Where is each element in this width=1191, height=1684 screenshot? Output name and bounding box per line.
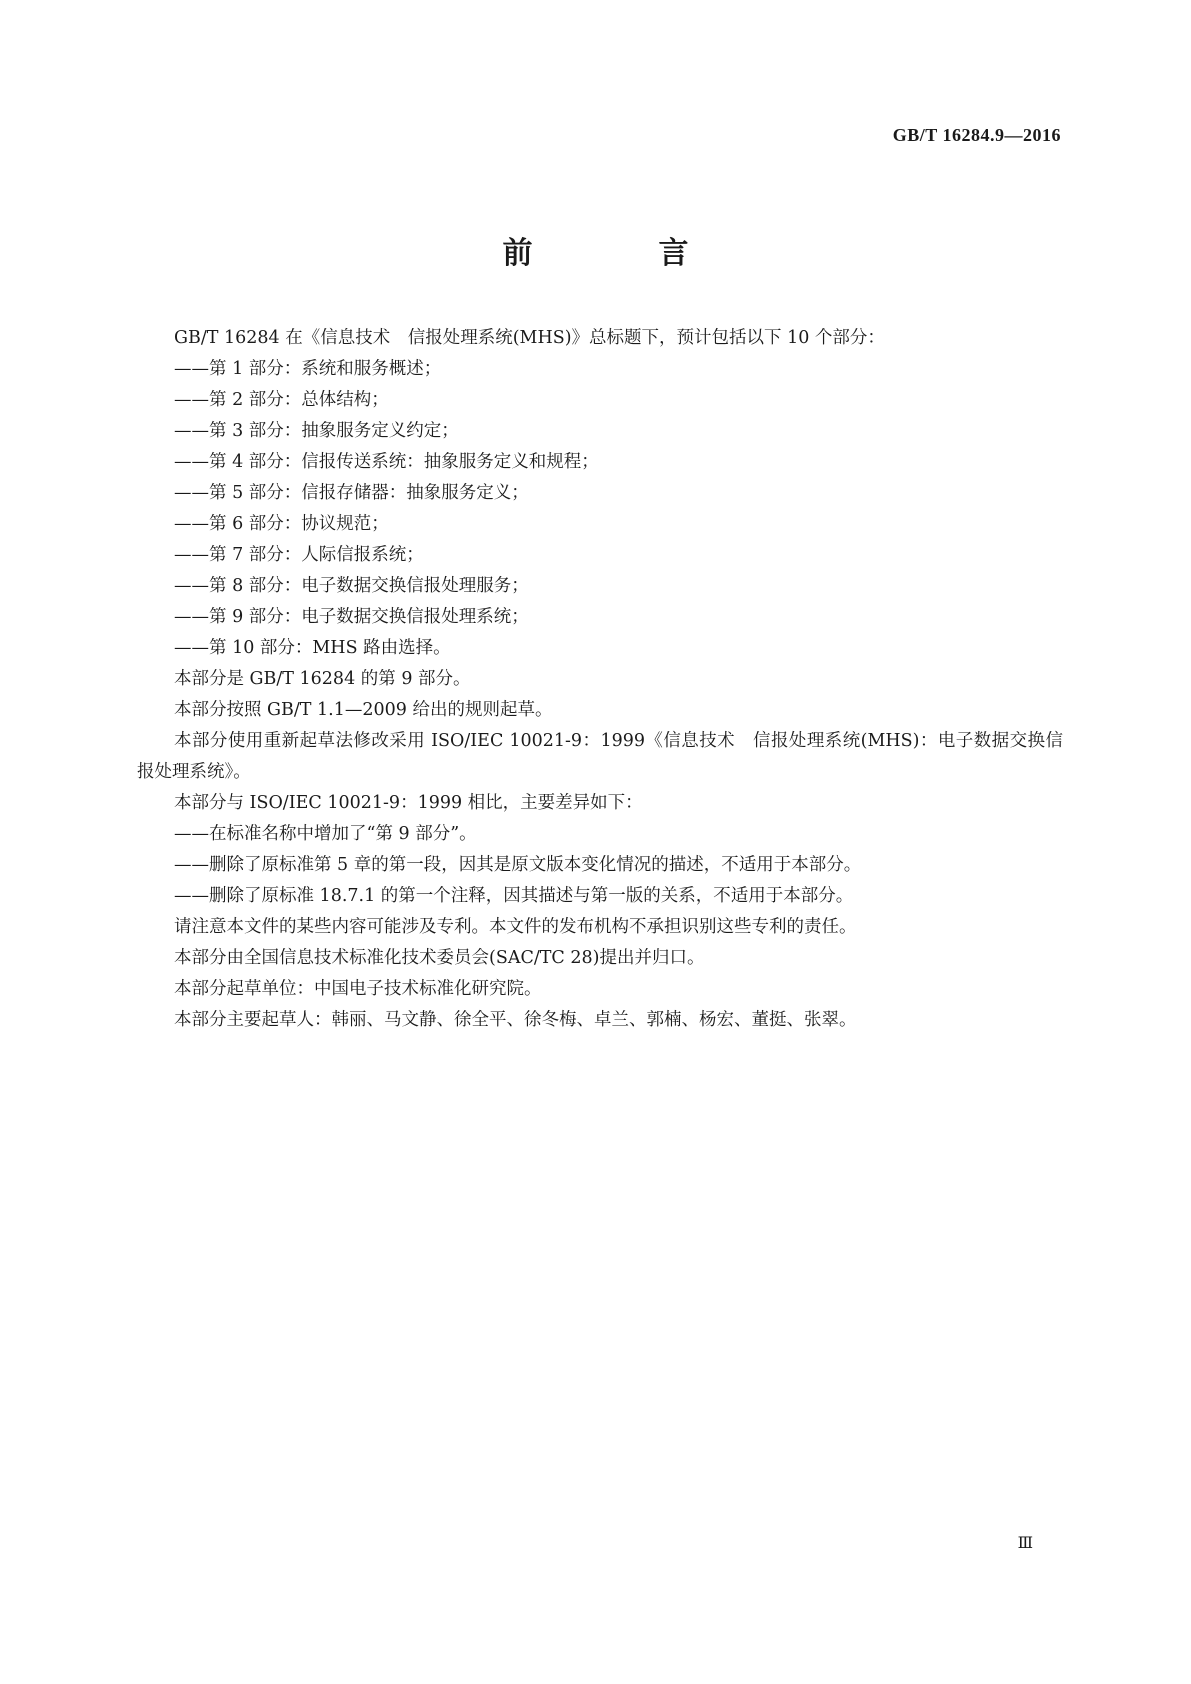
list-item-part-6: ——第 6 部分：协议规范； bbox=[174, 514, 389, 534]
drafting-rule-statement: 本部分按照 GB/T 1.1—2009 给出的规则起草。 bbox=[174, 700, 553, 720]
proposer-statement: 本部分由全国信息技术标准化技术委员会(SAC/TC 28)提出并归口。 bbox=[174, 948, 705, 968]
list-item-part-1: ——第 1 部分：系统和服务概述； bbox=[174, 359, 442, 379]
list-item-part-4: ——第 4 部分：信报传送系统：抽象服务定义和规程； bbox=[174, 452, 599, 472]
standard-code: GB/T 16284.9—2016 bbox=[892, 125, 1061, 145]
difference-item-3: ——删除了原标准 18.7.1 的第一个注释，因其描述与第一版的关系，不适用于本部分。 bbox=[174, 886, 854, 906]
drafters-statement: 本部分主要起草人：韩丽、马文静、徐全平、徐冬梅、卓兰、郭楠、杨宏、董挺、张翠。 bbox=[174, 1010, 857, 1030]
page-title: 前 言 bbox=[502, 236, 737, 271]
intro-paragraph: GB/T 16284 在《信息技术 信报处理系统(MHS)》总标题下，预计包括以下 10 个部分： bbox=[174, 328, 885, 348]
list-item-part-8: ——第 8 部分：电子数据交换信报处理服务； bbox=[174, 576, 529, 596]
list-item-part-7: ——第 7 部分：人际信报系统； bbox=[174, 545, 424, 565]
difference-item-1: ——在标准名称中增加了“第 9 部分”。 bbox=[174, 824, 477, 844]
page-number: Ⅲ bbox=[1017, 1535, 1033, 1552]
list-item-part-5: ——第 5 部分：信报存储器：抽象服务定义； bbox=[174, 483, 529, 503]
difference-item-2: ——删除了原标准第 5 章的第一段，因其是原文版本变化情况的描述，不适用于本部分。 bbox=[174, 855, 862, 875]
part-statement: 本部分是 GB/T 16284 的第 9 部分。 bbox=[174, 669, 471, 689]
foreword-body bbox=[137, 323, 1063, 1036]
list-item-part-2: ——第 2 部分：总体结构； bbox=[174, 390, 389, 410]
differences-intro: 本部分与 ISO/IEC 10021-9：1999 相比，主要差异如下： bbox=[174, 793, 643, 813]
adoption-statement: 本部分使用重新起草法修改采用 ISO/IEC 10021-9：1999《信息技术 信报处理系统(MHS)：电子数据交换信报处理系统》。 bbox=[137, 731, 1063, 782]
list-item-part-9: ——第 9 部分：电子数据交换信报处理系统； bbox=[174, 607, 529, 627]
drafting-unit-statement: 本部分起草单位：中国电子技术标准化研究院。 bbox=[174, 979, 542, 999]
list-item-part-3: ——第 3 部分：抽象服务定义约定； bbox=[174, 421, 459, 441]
list-item-part-10: ——第 10 部分：MHS 路由选择。 bbox=[174, 638, 451, 658]
patent-notice: 请注意本文件的某些内容可能涉及专利。本文件的发布机构不承担识别这些专利的责任。 bbox=[174, 917, 857, 937]
